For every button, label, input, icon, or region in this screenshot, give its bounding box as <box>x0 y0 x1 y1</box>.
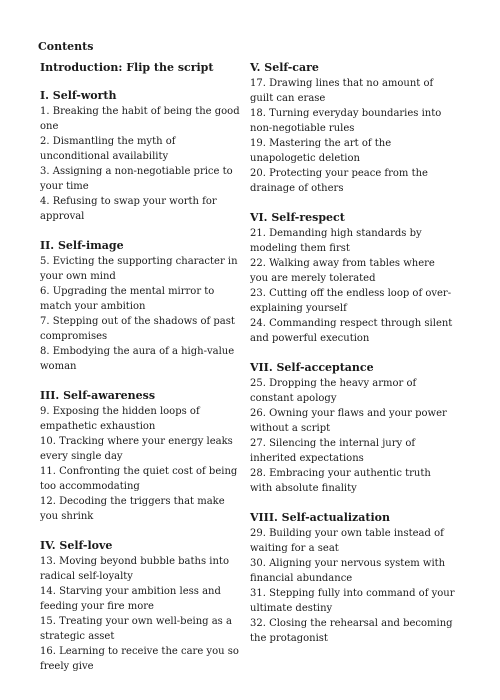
toc-entry: 18. Turning everyday boundaries into non-negotiable rules <box>250 108 442 134</box>
toc-entry: 5. Evicting the supporting character in your own mind <box>40 256 238 282</box>
toc-entry: 1. Breaking the habit of being the good one <box>40 106 240 132</box>
toc-entry: 24. Commanding respect through silent and powerful execution <box>250 318 453 344</box>
toc-entry: 20. Protecting your peace from the drainage of others <box>250 168 428 194</box>
section-title: II. Self-image <box>40 239 124 252</box>
toc-entry: 19. Mastering the art of the unapologetic deletion <box>250 138 392 164</box>
section-self-acceptance <box>250 360 455 496</box>
toc-entry: 16. Learning to receive the care you so freely give <box>40 646 239 672</box>
contents-column-left <box>40 60 245 688</box>
section-title: IV. Self-love <box>40 539 113 552</box>
toc-entry: 10. Tracking where your energy leaks every single day <box>40 436 233 462</box>
section-title: I. Self-worth <box>40 89 117 102</box>
toc-entry: 3. Assigning a non-negotiable price to your time <box>40 166 233 192</box>
section-title: V. Self-care <box>250 61 319 74</box>
section-title: VIII. Self-actualization <box>250 511 391 524</box>
toc-entry: 9. Exposing the hidden loops of empathetic exhaustion <box>40 406 200 432</box>
toc-entry: 13. Moving beyond bubble baths into radical self-loyalty <box>40 556 229 582</box>
section-self-worth <box>40 88 245 224</box>
toc-entry: 25. Dropping the heavy armor of constant apology <box>250 378 417 404</box>
toc-entry: 21. Demanding high standards by modeling them first <box>250 228 422 254</box>
toc-entry: 15. Treating your own well-being as a strategic asset <box>40 616 232 642</box>
section-self-image <box>40 238 245 374</box>
toc-entry: 17. Drawing lines that no amount of guilt can erase <box>250 78 434 104</box>
toc-entry: 23. Cutting off the endless loop of over-explaining yourself <box>250 288 452 314</box>
section-self-respect <box>250 210 455 346</box>
toc-entry: 28. Embracing your authentic truth with absolute finality <box>250 468 431 494</box>
toc-entry: 31. Stepping fully into command of your ultimate destiny <box>250 588 455 614</box>
toc-entry: 11. Confronting the quiet cost of being too accommodating <box>40 466 238 492</box>
page-title: Contents <box>38 40 94 53</box>
toc-entry: 6. Upgrading the mental mirror to match your ambition <box>40 286 215 312</box>
toc-entry: 22. Walking away from tables where you are merely tolerated <box>250 258 435 284</box>
toc-entry: 12. Decoding the triggers that make you shrink <box>40 496 225 522</box>
introduction-heading: Introduction: Flip the script <box>40 61 214 74</box>
section-self-love <box>40 538 245 674</box>
toc-entry: 8. Embodying the aura of a high-value woman <box>40 346 235 372</box>
toc-entry: 4. Refusing to swap your worth for approval <box>40 196 217 222</box>
toc-entry: 26. Owning your flaws and your power without a script <box>250 408 447 434</box>
section-self-awareness <box>40 388 245 524</box>
section-title: VI. Self-respect <box>250 211 345 224</box>
toc-entry: 27. Silencing the internal jury of inherited expectations <box>250 438 416 464</box>
section-self-actualization <box>250 510 455 646</box>
section-title: III. Self-awareness <box>40 389 156 402</box>
section-title: VII. Self-acceptance <box>250 361 374 374</box>
toc-entry: 29. Building your own table instead of waiting for a seat <box>250 528 444 554</box>
toc-entry: 14. Starving your ambition less and feeding your fire more <box>40 586 221 612</box>
toc-entry: 32. Closing the rehearsal and becoming the protagonist <box>250 618 453 644</box>
section-self-care <box>250 60 455 196</box>
toc-entry: 30. Aligning your nervous system with financial abundance <box>250 558 446 584</box>
toc-entry: 2. Dismantling the myth of unconditional availability <box>40 136 176 162</box>
contents-column-right <box>250 60 455 660</box>
toc-entry: 7. Stepping out of the shadows of past compromises <box>40 316 235 342</box>
